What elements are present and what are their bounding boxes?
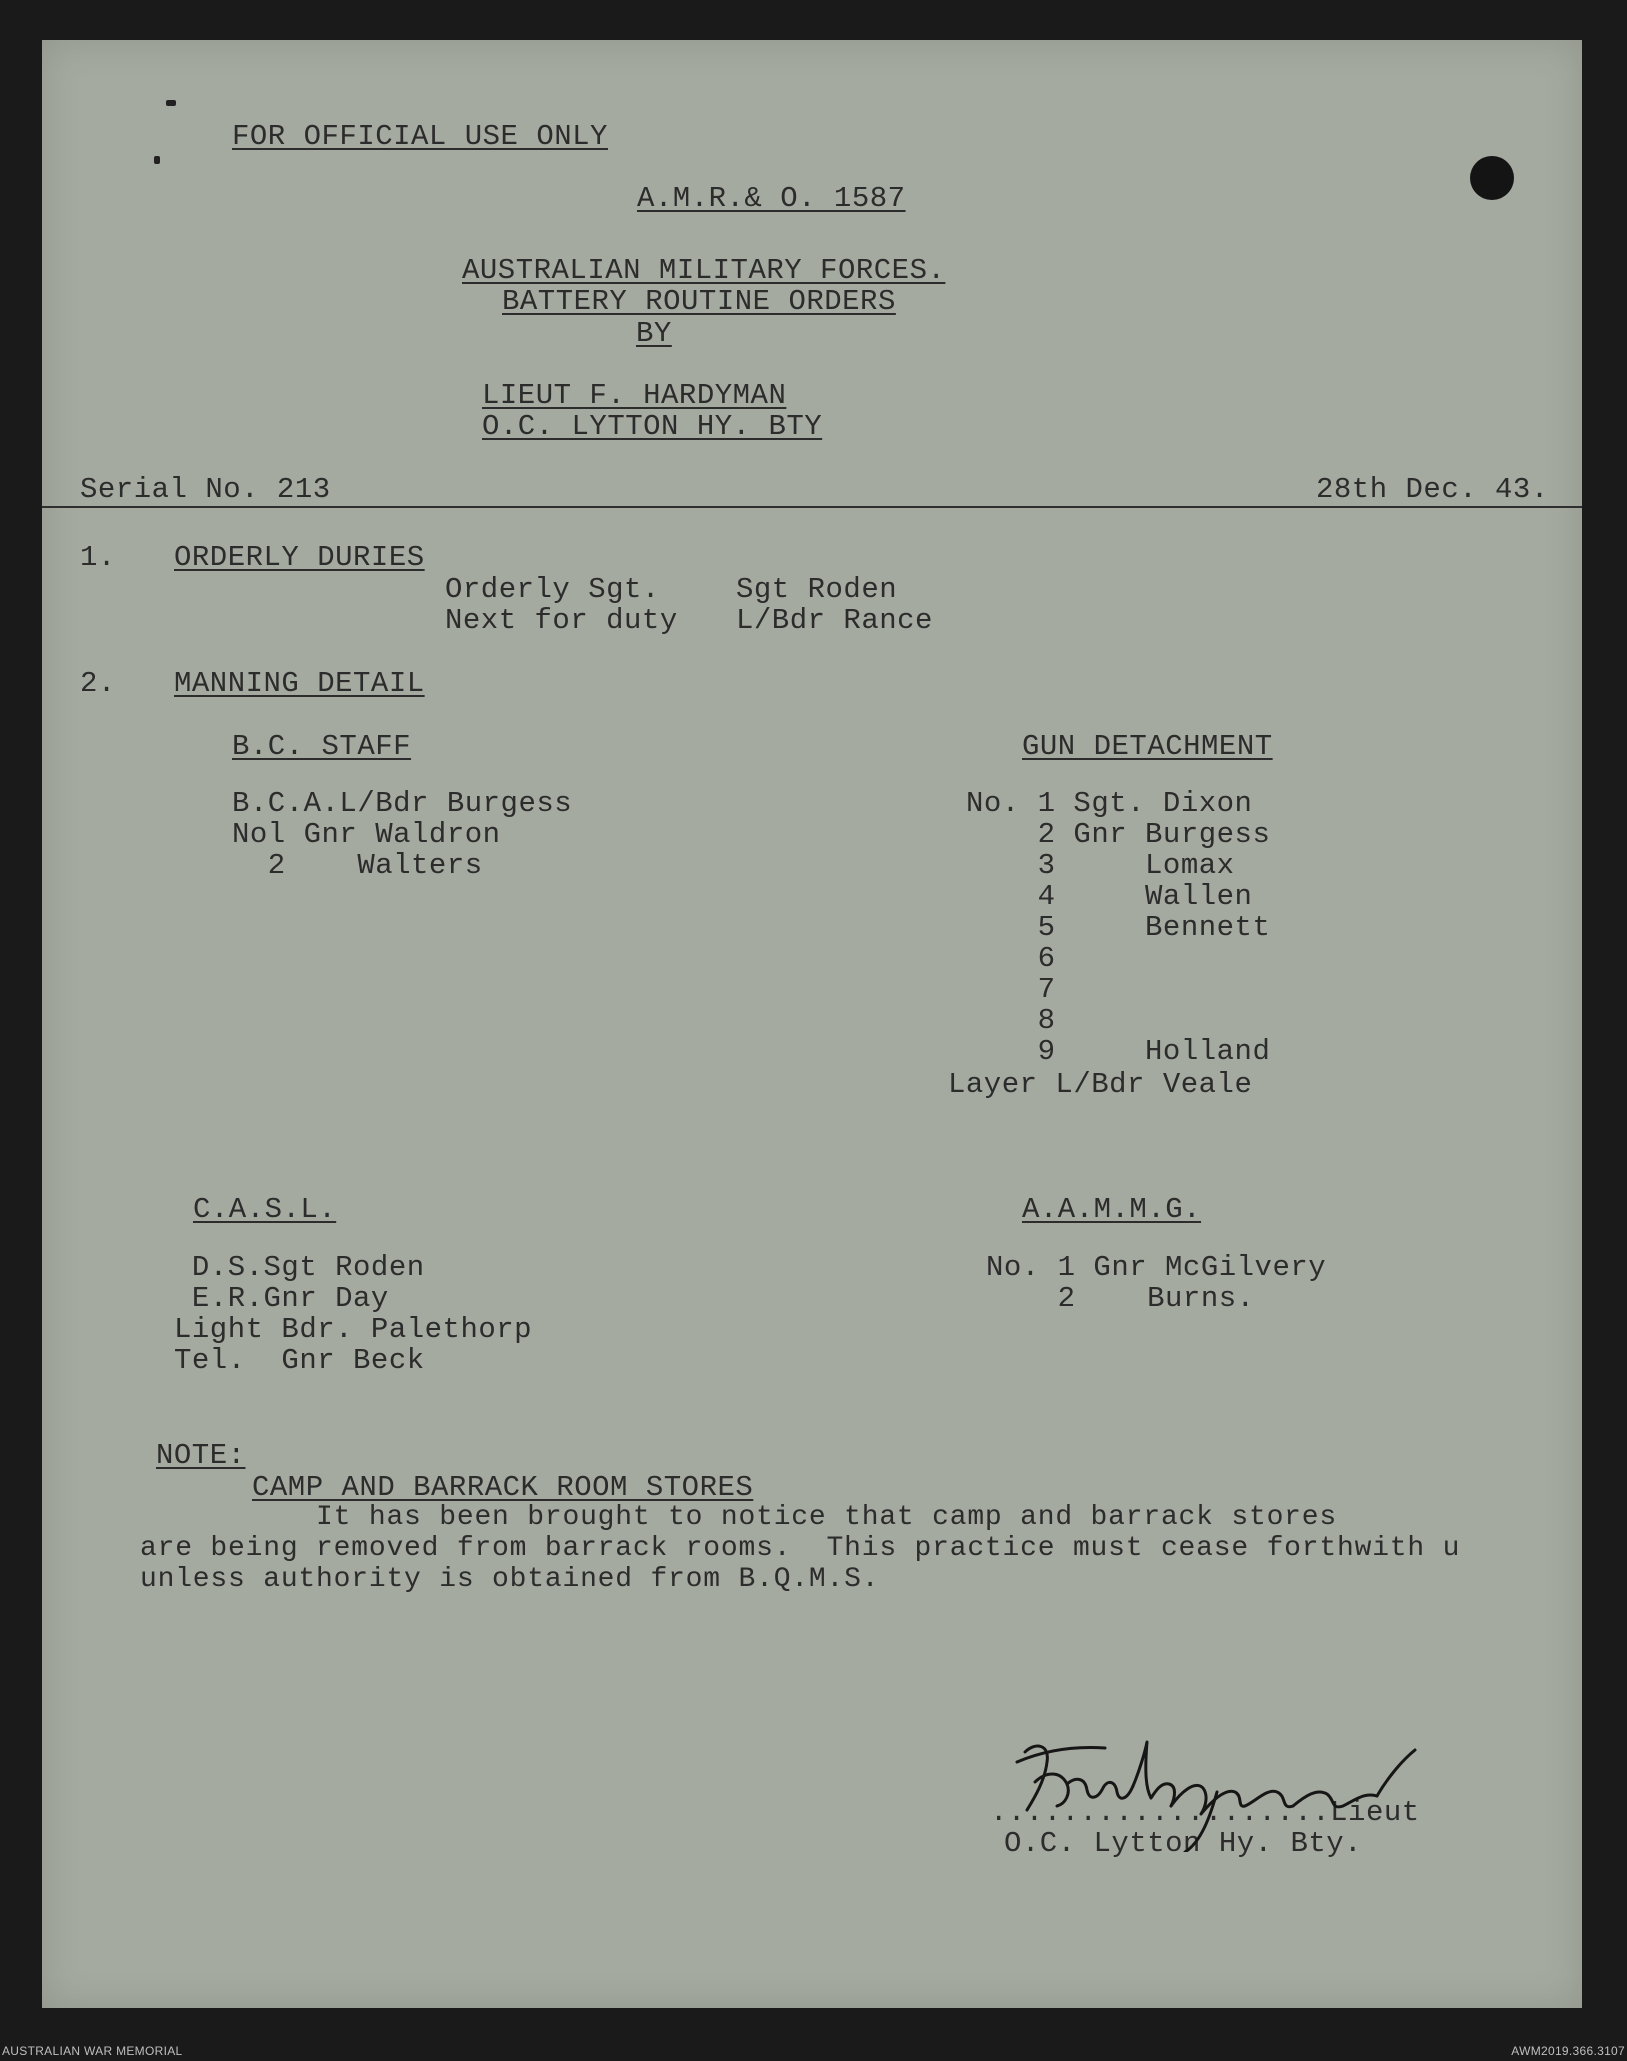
gun-detachment-heading: GUN DETACHMENT (1022, 730, 1273, 763)
punch-hole (1470, 156, 1514, 200)
duty-role: Orderly Sgt. (445, 573, 660, 606)
aammg-entry: No. 1 Gnr McGilvery (986, 1251, 1327, 1284)
gun-detachment-entry: 8 (966, 1004, 1056, 1037)
officer-line-1: LIEUT F. HARDYMAN (482, 379, 787, 412)
order-date: 28th Dec. 43. (1316, 473, 1549, 506)
section-2-heading: MANNING DETAIL (174, 667, 425, 700)
duty-role: Next for duty (445, 604, 678, 637)
note-heading: CAMP AND BARRACK ROOM STORES (252, 1471, 754, 1504)
title-line-1: AUSTRALIAN MILITARY FORCES. (462, 254, 946, 287)
gun-detachment-entry: 3 Lomax (966, 849, 1235, 882)
reference-number: A.M.R.& O. 1587 (637, 182, 906, 215)
classification-line: FOR OFFICIAL USE ONLY (232, 120, 608, 153)
casl-entry: E.R.Gnr Day (174, 1282, 389, 1315)
casl-entry: Light Bdr. Palethorp (174, 1313, 533, 1346)
note-text-line: It has been brought to notice that camp and barrack stores (140, 1502, 1337, 1533)
section-1-heading: ORDERLY DURIES (174, 541, 425, 574)
bc-staff-entry: Nol Gnr Waldron (232, 818, 501, 851)
section-1-number: 1. (80, 541, 116, 574)
officer-line-2: O.C. LYTTON HY. BTY (482, 410, 823, 443)
footer-right-label: AWM2019.366.3107 (1511, 2044, 1625, 2058)
title-by: BY (636, 317, 672, 350)
duty-name: Sgt Roden (736, 573, 898, 606)
casl-entry: Tel. Gnr Beck (174, 1344, 425, 1377)
gun-detachment-entry: 9 Holland (966, 1035, 1271, 1068)
gun-detachment-entry: 7 (966, 973, 1056, 1006)
note-text-line: unless authority is obtained from B.Q.M.S. (140, 1564, 880, 1595)
gun-detachment-entry: No. 1 Sgt. Dixon (966, 787, 1253, 820)
note-label: NOTE: (156, 1439, 246, 1472)
casl-heading: C.A.S.L. (193, 1193, 337, 1226)
bc-staff-entry: 2 Walters (232, 849, 483, 882)
header-rule (42, 506, 1582, 508)
gun-detachment-entry: 5 Bennett (966, 911, 1271, 944)
footer-left-label: AUSTRALIAN WAR MEMORIAL (2, 2044, 183, 2058)
gun-detachment-entry: 4 Wallen (966, 880, 1253, 913)
title-line-2: BATTERY ROUTINE ORDERS (502, 285, 896, 318)
casl-entry: D.S.Sgt Roden (174, 1251, 425, 1284)
handwritten-signature (1005, 1722, 1445, 1852)
signature-dots-line: ...................Lieut (990, 1796, 1420, 1829)
note-text-line: are being removed from barrack rooms. This practice must cease forthwith u (140, 1533, 1461, 1564)
serial-number: Serial No. 213 (80, 473, 331, 506)
section-2-number: 2. (80, 667, 116, 700)
bc-staff-entry: B.C.A.L/Bdr Burgess (232, 787, 573, 820)
ink-speck (154, 156, 160, 164)
document-page (42, 40, 1582, 2008)
signature-unit: O.C. Lytton Hy. Bty. (1004, 1827, 1363, 1860)
aammg-heading: A.A.M.M.G. (1022, 1193, 1202, 1226)
gun-detachment-entry: 2 Gnr Burgess (966, 818, 1271, 851)
gun-detachment-layer: Layer L/Bdr Veale (948, 1068, 1253, 1101)
duty-name: L/Bdr Rance (736, 604, 933, 637)
aammg-entry: 2 Burns. (986, 1282, 1255, 1315)
bc-staff-heading: B.C. STAFF (232, 730, 412, 763)
gun-detachment-entry: 6 (966, 942, 1056, 975)
ink-speck (166, 100, 176, 106)
